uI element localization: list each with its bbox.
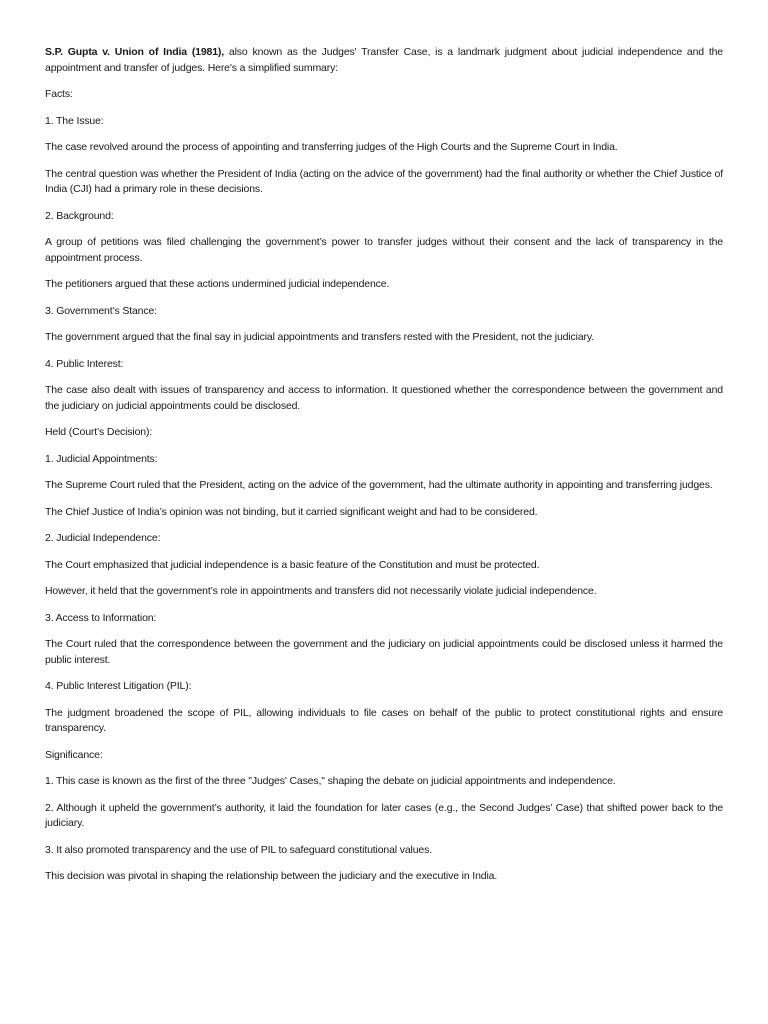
conclusion-text: This decision was pivotal in shaping the relationship between the judiciary and the executive in India. [45, 870, 498, 882]
appointments-text-2: The Chief Justice of India’s opinion was not binding, but it carried significant weight and had to be considered. [45, 505, 538, 518]
issue-text-2: The central question was whether the President of India (acting on the advice of the government) had the final authority or whether the Chief Justice of India (CJI) had a primary role in these decisions. [45, 167, 723, 195]
case-title: S.P. Gupta v. Union of India (1981), [45, 46, 225, 58]
held-heading: Held (Court’s Decision): [45, 426, 153, 438]
significance-text-3: 3. It also promoted transparency and the use of PIL to safeguard constitutional values. [45, 843, 432, 856]
significance-heading: Significance: [45, 748, 103, 761]
independence-text-2: However, it held that the government’s role in appointments and transfers did not necessarily violate judicial independence. [45, 585, 597, 597]
stance-text: The government argued that the final say in judicial appointments and transfers rested with the President, not the judiciary. [45, 331, 594, 343]
issue-text-1: The case revolved around the process of appointing and transferring judges of the High Courts and the Supreme Court in India. [45, 141, 618, 153]
independence-heading: 2. Judicial Independence: [45, 532, 161, 544]
pil-heading: 4. Public Interest Litigation (PIL): [45, 680, 192, 692]
pil-text: The judgment broadened the scope of PIL, allowing individuals to file cases on behalf of the public to protect constitutional rights and ensure transparency. [45, 706, 723, 734]
stance-heading: 3. Government’s Stance: [45, 304, 157, 317]
background-text-2: The petitioners argued that these actions undermined judicial independence. [45, 278, 390, 290]
background-text-1: A group of petitions was filed challenging the government’s power to transfer judges without their consent and the lack of transparency in the appointment process. [45, 236, 723, 264]
access-text: The Court ruled that the correspondence between the government and the judiciary on judicial appointments could be disclosed unless it harmed the public interest. [45, 638, 723, 666]
appointments-heading: 1. Judicial Appointments: [45, 452, 158, 465]
independence-text-1: The Court emphasized that judicial independence is a basic feature of the Constitution and must be protected. [45, 558, 540, 571]
public-interest-heading: 4. Public Interest: [45, 357, 124, 370]
significance-text-1: 1. This case is known as the first of the three "Judges' Cases," shaping the debate on judicial appointments and independence. [45, 775, 616, 787]
public-interest-text: The case also dealt with issues of transparency and access to information. It questioned whether the correspondence between the government and the judiciary on judicial appointments could be disclosed. [45, 384, 723, 412]
significance-text-2: 2. Although it upheld the government’s authority, it laid the foundation for later cases (e.g., the Second Judges’ Case) that shifted power back to the judiciary. [45, 801, 723, 829]
access-heading: 3. Access to Information: [45, 611, 157, 624]
intro-paragraph [45, 45, 723, 76]
background-heading: 2. Background: [45, 209, 114, 222]
facts-heading: Facts: [45, 88, 73, 100]
appointments-text-1: The Supreme Court ruled that the President, acting on the advice of the government, had the ultimate authority in appointing and transferring judges. [45, 479, 713, 491]
intro-text: also known as the Judges' Transfer Case, is a landmark judgment about judicial independence and the appointment and transfer of judges. Here's a simplified summary: [45, 46, 723, 74]
issue-heading: 1. The Issue: [45, 114, 104, 127]
